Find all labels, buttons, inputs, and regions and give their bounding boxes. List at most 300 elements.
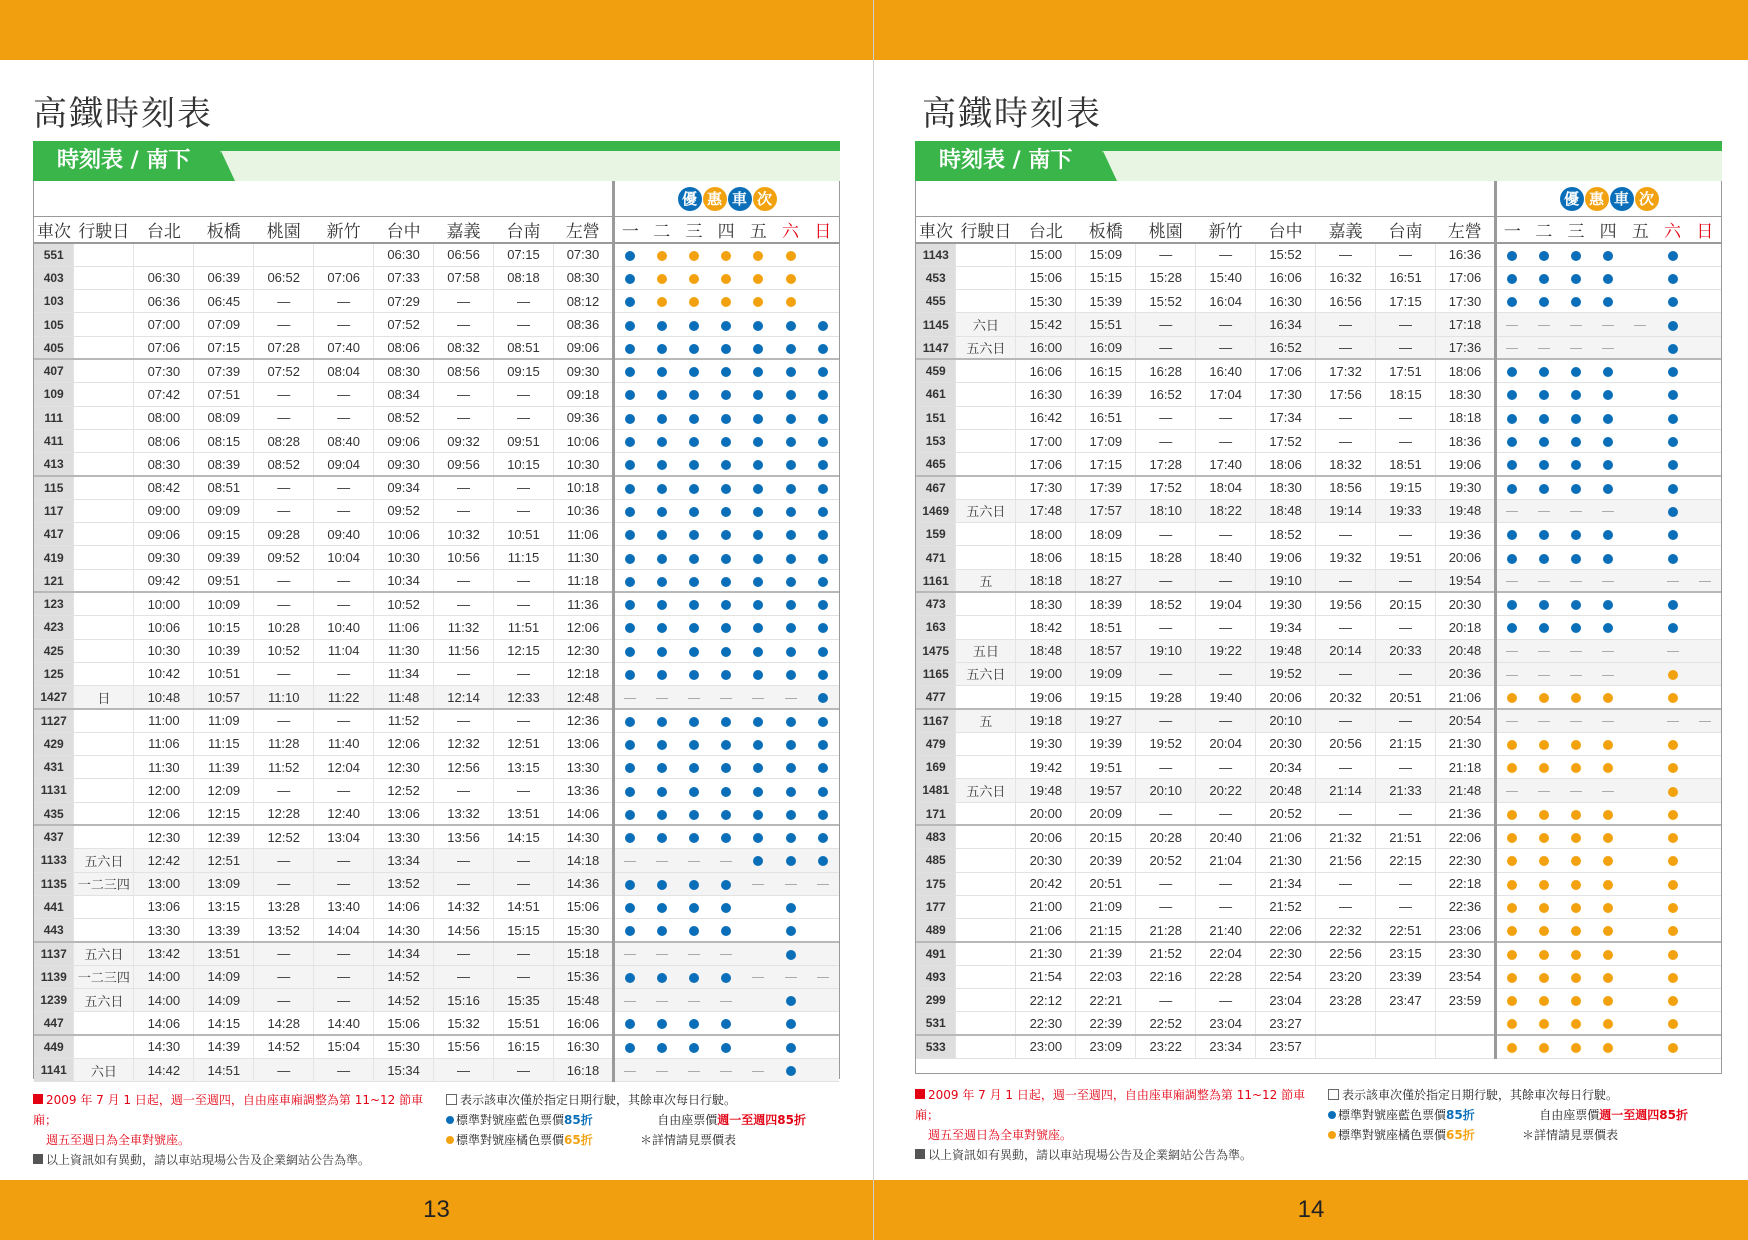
- departure-time: —: [254, 1058, 314, 1081]
- departure-time: 20:04: [1196, 732, 1256, 755]
- departure-time: —: [434, 499, 494, 522]
- blue-dot-icon: [446, 1116, 454, 1124]
- orange-dot-icon: [1507, 880, 1517, 890]
- blue-dot-icon: [657, 600, 667, 610]
- blue-dot-icon: [786, 717, 796, 727]
- table-row: [916, 336, 1721, 359]
- departure-time: 09:15: [194, 523, 254, 546]
- train-number: 153: [916, 429, 956, 452]
- header-weekday: 一: [614, 217, 646, 244]
- departure-time: 16:34: [1256, 313, 1316, 336]
- departure-time: 12:15: [494, 639, 554, 662]
- departure-time: 12:06: [553, 616, 613, 639]
- blue-dot-icon: [1668, 507, 1678, 517]
- blue-dot-icon: [721, 926, 731, 936]
- blue-dot-icon: [625, 833, 635, 843]
- run-days: [956, 429, 1016, 452]
- departure-time: 11:52: [374, 709, 434, 732]
- departure-time: 20:32: [1316, 686, 1376, 709]
- dash-icon: [1602, 348, 1614, 349]
- blue-dot-icon: [786, 367, 796, 377]
- departure-time: 20:48: [1256, 779, 1316, 802]
- run-days: [74, 756, 134, 779]
- blue-dot-icon: [818, 623, 828, 633]
- departure-time: [314, 243, 374, 266]
- departure-time: 23:00: [1016, 1035, 1076, 1058]
- departure-time: 23:28: [1316, 989, 1376, 1012]
- badge-char: 車: [1610, 187, 1634, 211]
- blue-dot-icon: [1539, 554, 1549, 564]
- blue-dot-icon: [1571, 414, 1581, 424]
- run-days: [956, 872, 1016, 895]
- blue-dot-icon: [753, 554, 763, 564]
- train-number: 455: [916, 290, 956, 313]
- departure-time: [1435, 1012, 1495, 1035]
- blue-dot-icon: [721, 903, 731, 913]
- dash-icon: [1506, 511, 1518, 512]
- orange-dot-icon: [1571, 926, 1581, 936]
- header-weekday: 一: [1496, 217, 1528, 244]
- departure-time: 12:28: [254, 802, 314, 825]
- departure-time: —: [314, 1058, 374, 1081]
- orange-dot-icon: [1668, 973, 1678, 983]
- departure-time: 12:09: [194, 779, 254, 802]
- blue-dot-icon: [753, 787, 763, 797]
- departure-time: 10:48: [134, 686, 194, 709]
- blue-dot-icon: [625, 903, 635, 913]
- blue-dot-icon: [1507, 274, 1517, 284]
- departure-time: —: [434, 313, 494, 336]
- departure-time: 17:06: [1256, 359, 1316, 382]
- dash-icon: [1570, 348, 1582, 349]
- table-row: [34, 639, 839, 662]
- departure-time: —: [434, 383, 494, 406]
- table-row: [916, 1035, 1721, 1058]
- orange-dot-icon: [1668, 856, 1678, 866]
- table-row: [34, 942, 839, 965]
- departure-time: 15:30: [374, 1035, 434, 1058]
- departure-time: 18:18: [1435, 406, 1495, 429]
- header-weekday: 六: [1656, 217, 1688, 244]
- orange-dot-icon: [1507, 810, 1517, 820]
- blue-dot-icon: [625, 414, 635, 424]
- departure-time: —: [434, 709, 494, 732]
- orange-dot-icon: [1668, 880, 1678, 890]
- orange-dot-icon: [1603, 926, 1613, 936]
- blue-dot-icon: [721, 507, 731, 517]
- departure-time: 22:52: [1136, 1012, 1196, 1035]
- train-number: 1131: [34, 779, 74, 802]
- departure-time: 21:04: [1196, 849, 1256, 872]
- table-row: [916, 406, 1721, 429]
- blue-dot-icon: [786, 740, 796, 750]
- blue-dot-icon: [786, 484, 796, 494]
- run-days: [956, 383, 1016, 406]
- departure-time: 10:51: [194, 662, 254, 685]
- orange-dot-icon: [1539, 763, 1549, 773]
- departure-time: 19:48: [1435, 499, 1495, 522]
- blue-dot-icon: [689, 740, 699, 750]
- departure-time: 19:10: [1256, 569, 1316, 592]
- departure-time: 22:56: [1316, 942, 1376, 965]
- table-row: [916, 243, 1721, 266]
- dash-icon: [1570, 791, 1582, 792]
- blue-dot-icon: [689, 763, 699, 773]
- blue-dot-icon: [721, 763, 731, 773]
- orange-dot-icon: [1507, 973, 1517, 983]
- departure-time: 22:54: [1256, 965, 1316, 988]
- train-number: 1239: [34, 989, 74, 1012]
- blue-dot-icon: [1668, 321, 1678, 331]
- badge-char: 惠: [1585, 187, 1609, 211]
- departure-time: —: [494, 872, 554, 895]
- departure-time: 18:04: [1196, 476, 1256, 499]
- departure-time: —: [1196, 872, 1256, 895]
- departure-time: 15:40: [1196, 266, 1256, 289]
- departure-time: —: [1316, 662, 1376, 685]
- departure-time: 09:30: [134, 546, 194, 569]
- blue-dot-icon: [818, 460, 828, 470]
- blue-dot-icon: [818, 810, 828, 820]
- departure-time: 20:33: [1376, 639, 1436, 662]
- departure-time: 10:42: [134, 662, 194, 685]
- orange-dot-icon: [786, 251, 796, 261]
- blue-dot-icon: [689, 833, 699, 843]
- departure-time: 17:30: [1016, 476, 1076, 499]
- departure-time: 20:22: [1196, 779, 1256, 802]
- orange-dot-icon: [1571, 880, 1581, 890]
- blue-dot-icon: [1507, 297, 1517, 307]
- departure-time: 07:28: [254, 336, 314, 359]
- table-row: [916, 639, 1721, 662]
- departure-time: —: [1376, 872, 1436, 895]
- header-station: 新竹: [1196, 217, 1256, 244]
- departure-time: 12:04: [314, 756, 374, 779]
- departure-time: 11:36: [553, 592, 613, 615]
- detail-note: ＊詳情請見票價表: [1521, 1128, 1618, 1142]
- table-row: [34, 266, 839, 289]
- blue-dot-icon: [786, 670, 796, 680]
- departure-time: 08:09: [194, 406, 254, 429]
- run-days: [956, 895, 1016, 918]
- departure-time: 20:06: [1016, 825, 1076, 848]
- orange-dot-icon: [1603, 880, 1613, 890]
- blue-dot-icon: [1603, 390, 1613, 400]
- dash-icon: [752, 977, 764, 978]
- table-row: [916, 313, 1721, 336]
- orange-dot-icon: [786, 274, 796, 284]
- departure-time: 19:42: [1016, 756, 1076, 779]
- departure-time: 15:48: [553, 989, 613, 1012]
- table-row: [916, 523, 1721, 546]
- blue-dot-icon: [625, 274, 635, 284]
- run-days: [956, 616, 1016, 639]
- train-number: 117: [34, 499, 74, 522]
- departure-time: 08:06: [134, 429, 194, 452]
- blue-dot-icon: [1539, 367, 1549, 377]
- departure-time: 14:51: [194, 1058, 254, 1081]
- departure-time: 08:51: [494, 336, 554, 359]
- blue-dot-icon: [786, 810, 796, 820]
- departure-time: 15:56: [434, 1035, 494, 1058]
- orange-dot-icon: [1507, 693, 1517, 703]
- blue-dot-icon: [657, 1019, 667, 1029]
- departure-time: 09:51: [494, 429, 554, 452]
- departure-time: 06:36: [134, 290, 194, 313]
- run-days: [74, 779, 134, 802]
- departure-time: 07:15: [494, 243, 554, 266]
- departure-time: 15:30: [553, 919, 613, 942]
- departure-time: 22:30: [1016, 1012, 1076, 1035]
- departure-time: 12:14: [434, 686, 494, 709]
- departure-time: 10:40: [314, 616, 374, 639]
- blue-dot-icon: [1507, 367, 1517, 377]
- blue-dot-icon: [657, 810, 667, 820]
- departure-time: 16:52: [1136, 383, 1196, 406]
- note-line1: 2009 年 7 月 1 日起，週一至週四，自由座車廂調整為第 11~12 節車廂；: [915, 1088, 1306, 1122]
- departure-time: 09:34: [374, 476, 434, 499]
- dash-icon: [1602, 325, 1614, 326]
- blue-dot-icon: [753, 833, 763, 843]
- table-row: [916, 592, 1721, 615]
- departure-time: 11:34: [374, 662, 434, 685]
- orange-dot-icon: [1603, 833, 1613, 843]
- blue-dot-icon: [657, 623, 667, 633]
- blue-dot-icon: [1571, 297, 1581, 307]
- orange-dot-icon: [1668, 1019, 1678, 1029]
- blue-dot-icon: [689, 973, 699, 983]
- blue-dot-icon: [753, 530, 763, 540]
- blue-dot-icon: [625, 484, 635, 494]
- blue-dot-icon: [786, 390, 796, 400]
- blue-dot-icon: [689, 623, 699, 633]
- blue-dot-icon: [689, 1019, 699, 1029]
- run-days: 一二三四: [74, 872, 134, 895]
- departure-time: 19:06: [1435, 453, 1495, 476]
- departure-time: 12:52: [374, 779, 434, 802]
- run-days: 一二三四: [74, 965, 134, 988]
- blue-dot-icon: [786, 554, 796, 564]
- train-number: 425: [34, 639, 74, 662]
- run-days: [74, 476, 134, 499]
- blue-dot-icon: [689, 880, 699, 890]
- departure-time: —: [494, 383, 554, 406]
- departure-time: 22:36: [1435, 895, 1495, 918]
- blue-dot-icon: [721, 717, 731, 727]
- departure-time: 14:56: [434, 919, 494, 942]
- departure-time: —: [254, 942, 314, 965]
- dash-icon: [1538, 511, 1550, 512]
- blue-dot-icon: [1668, 554, 1678, 564]
- table-row: [34, 732, 839, 755]
- departure-time: 11:15: [194, 732, 254, 755]
- run-days: [956, 732, 1016, 755]
- run-days: [956, 523, 1016, 546]
- departure-time: 20:15: [1076, 825, 1136, 848]
- departure-time: 08:18: [494, 266, 554, 289]
- run-days: 五六日: [956, 336, 1016, 359]
- orange-dot-icon: [1668, 763, 1678, 773]
- table-row: [34, 825, 839, 848]
- departure-time: 16:52: [1256, 336, 1316, 359]
- departure-time: —: [494, 662, 554, 685]
- blue-dot-icon: [657, 414, 667, 424]
- blue-dot-icon: [689, 530, 699, 540]
- blue-dot-icon: [818, 321, 828, 331]
- departure-time: [1316, 1035, 1376, 1058]
- blue-dot-icon: [1539, 390, 1549, 400]
- departure-time: 19:54: [1435, 569, 1495, 592]
- table-row: [34, 290, 839, 313]
- departure-time: 14:15: [494, 825, 554, 848]
- orange-dot-icon: [721, 297, 731, 307]
- departure-time: —: [254, 965, 314, 988]
- departure-time: 20:10: [1256, 709, 1316, 732]
- table-row: [34, 1058, 839, 1081]
- departure-time: —: [1376, 243, 1436, 266]
- blue-dot-icon: [786, 1066, 796, 1076]
- departure-time: —: [1196, 709, 1256, 732]
- blue-dot-icon: [657, 880, 667, 890]
- blue-dot-icon: [1571, 484, 1581, 494]
- badge-char: 次: [1635, 187, 1659, 211]
- departure-time: 16:15: [494, 1035, 554, 1058]
- blue-dot-icon: [657, 530, 667, 540]
- header-station: 嘉義: [1316, 217, 1376, 244]
- dash-icon: [1602, 721, 1614, 722]
- run-days: 六日: [74, 1058, 134, 1081]
- run-days: [956, 406, 1016, 429]
- blue-dot-icon: [721, 344, 731, 354]
- departure-time: 07:39: [194, 359, 254, 382]
- departure-time: —: [1376, 569, 1436, 592]
- departure-time: 21:52: [1136, 942, 1196, 965]
- departure-time: 19:51: [1076, 756, 1136, 779]
- departure-time: 17:40: [1196, 453, 1256, 476]
- table-row: [34, 1035, 839, 1058]
- departure-time: 19:09: [1076, 662, 1136, 685]
- blue-dot-icon: [1603, 297, 1613, 307]
- blue-dot-icon: [1539, 460, 1549, 470]
- table-row: [916, 802, 1721, 825]
- run-days: [956, 546, 1016, 569]
- orange-dot-icon: [721, 251, 731, 261]
- departure-time: 17:00: [1016, 429, 1076, 452]
- blue-dot-icon: [657, 437, 667, 447]
- blue-dot-icon: [786, 903, 796, 913]
- orange-dot-icon: [1603, 1043, 1613, 1053]
- blue-dot-icon: [786, 1043, 796, 1053]
- departure-time: 12:33: [494, 686, 554, 709]
- blue-dot-icon: [786, 577, 796, 587]
- departure-time: 15:35: [494, 989, 554, 1012]
- departure-time: 12:18: [553, 662, 613, 685]
- departure-time: —: [254, 662, 314, 685]
- departure-time: —: [1196, 989, 1256, 1012]
- departure-time: 19:51: [1376, 546, 1436, 569]
- departure-time: 16:06: [1016, 359, 1076, 382]
- departure-time: —: [1196, 895, 1256, 918]
- departure-time: 09:39: [194, 546, 254, 569]
- departure-time: 18:06: [1256, 453, 1316, 476]
- departure-time: —: [1376, 523, 1436, 546]
- departure-time: —: [1376, 709, 1436, 732]
- departure-time: 18:06: [1435, 359, 1495, 382]
- run-days: [956, 942, 1016, 965]
- blue-dot-icon: [721, 321, 731, 331]
- table-row: [34, 336, 839, 359]
- orange-dot-icon: [1507, 950, 1517, 960]
- blue-dot-icon: [1507, 437, 1517, 447]
- blue-dot-icon: [657, 903, 667, 913]
- header-weekday: 五: [742, 217, 774, 244]
- departure-time: —: [494, 476, 554, 499]
- blue-fare-label: 標準對號座藍色票價: [456, 1113, 565, 1127]
- run-days: [956, 1012, 1016, 1035]
- blue-dot-icon: [1507, 600, 1517, 610]
- run-days: [956, 919, 1016, 942]
- departure-time: —: [1196, 756, 1256, 779]
- dash-icon: [688, 1001, 700, 1002]
- run-days: [956, 359, 1016, 382]
- table-row: [34, 919, 839, 942]
- departure-time: 17:15: [1376, 290, 1436, 313]
- orange-dot-icon: [689, 274, 699, 284]
- departure-time: 21:30: [1435, 732, 1495, 755]
- departure-time: —: [1376, 406, 1436, 429]
- blue-dot-icon: [753, 600, 763, 610]
- departure-time: —: [1136, 523, 1196, 546]
- blue-dot-icon: [721, 670, 731, 680]
- departure-time: —: [1196, 616, 1256, 639]
- table-row: [916, 499, 1721, 522]
- train-number: 103: [34, 290, 74, 313]
- departure-time: 20:56: [1316, 732, 1376, 755]
- departure-time: 14:28: [254, 1012, 314, 1035]
- departure-time: 15:16: [434, 989, 494, 1012]
- departure-time: 08:04: [314, 359, 374, 382]
- blue-dot-icon: [625, 251, 635, 261]
- train-number: 1147: [916, 336, 956, 359]
- orange-dot-icon: [1668, 740, 1678, 750]
- departure-time: —: [1136, 406, 1196, 429]
- departure-time: 13:51: [194, 942, 254, 965]
- free-fare-label: 自由座票價: [657, 1113, 718, 1127]
- departure-time: —: [254, 989, 314, 1012]
- blue-dot-icon: [625, 344, 635, 354]
- departure-time: 14:36: [553, 872, 613, 895]
- dash-icon: [1602, 581, 1614, 582]
- departure-time: —: [314, 476, 374, 499]
- run-days: 五六日: [956, 662, 1016, 685]
- departure-time: —: [254, 779, 314, 802]
- departure-time: —: [254, 569, 314, 592]
- departure-time: 13:00: [134, 872, 194, 895]
- departure-time: 15:09: [1076, 243, 1136, 266]
- departure-time: 16:30: [1256, 290, 1316, 313]
- departure-time: —: [1136, 569, 1196, 592]
- departure-time: 07:58: [434, 266, 494, 289]
- departure-time: 11:22: [314, 686, 374, 709]
- departure-time: 14:30: [374, 919, 434, 942]
- departure-time: 16:18: [553, 1058, 613, 1081]
- blue-dot-icon: [721, 973, 731, 983]
- orange-dot-icon: [689, 251, 699, 261]
- blue-dot-icon: [753, 484, 763, 494]
- table-row: [916, 429, 1721, 452]
- departure-time: 07:29: [374, 290, 434, 313]
- blue-dot-icon: [657, 390, 667, 400]
